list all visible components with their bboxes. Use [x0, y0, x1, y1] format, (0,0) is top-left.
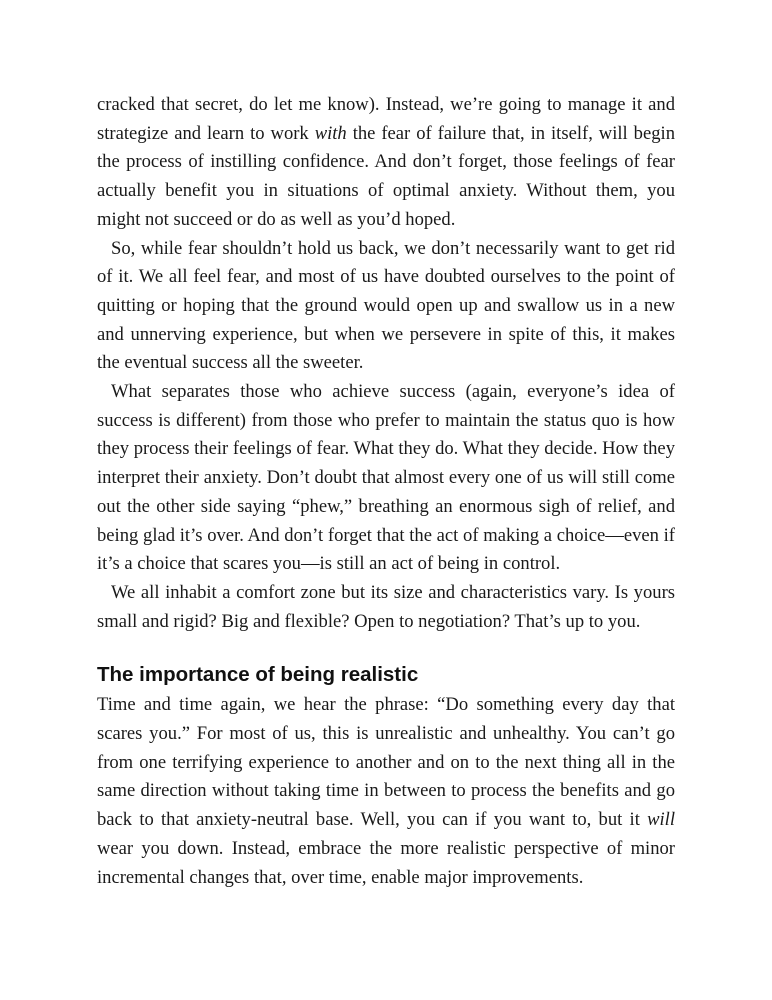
paragraph-5-emphasis: will — [647, 809, 675, 831]
paragraph-2: So, while fear shouldn’t hold us back, we don’t necessarily want to get rid of it. We all feel fear, and most of us have doubted ourselves to the point of quitting or hoping that the ground would open up and swallow us in a new and unnerving experience, but when we persevere in spite of this, it makes the eventual success all the sweeter. — [97, 237, 675, 374]
section-heading: The importance of being realistic — [97, 663, 419, 687]
paragraph-1-text-b: the fear of failure that, in itself, will begin the process of instilling confidence. And don’t forget, those feelings of fear actually benefit you in situations of optimal anxiety. Without them, you might not succeed or do as well as you’d hoped. — [97, 122, 675, 230]
paragraph-1 — [97, 91, 675, 235]
paragraph-3: What separates those who achieve success (again, everyone’s idea of success is different) from those who prefer to maintain the status quo is how they process their feelings of fear. What they do. What they decide. How they interpret their anxiety. Don’t doubt that almost every one of us will still come out the other side saying “phew,” breathing an enormous sigh of relief, and being glad it’s over. And don’t forget that the act of making a choice—even if it’s a choice that scares you—is still an act of being in control. — [97, 381, 675, 575]
paragraph-5-text-a: Time and time again, we hear the phrase: “Do something every day that scares you.” For most of us, this is unrealistic and unhealthy. You can’t go from one terrifying experience to another and on to the next thing all in the same direction without taking time in between to process the benefits and go back to that anxiety-neutral base. Well, you can if you want to, but it — [97, 694, 675, 831]
paragraph-1-text-a: cracked that secret, do let me know). Instead, we’re going to manage it and strategize and learn to work — [97, 94, 675, 144]
paragraph-5-text-b: wear you down. Instead, embrace the more realistic perspective of minor incremental changes that, over time, enable major improvements. — [97, 837, 675, 888]
paragraph-5 — [97, 691, 675, 892]
paragraph-4: We all inhabit a comfort zone but its size and characteristics vary. Is yours small and rigid? Big and flexible? Open to negotiation? That’s up to you. — [97, 581, 675, 632]
page-body — [97, 91, 675, 892]
paragraph-1-emphasis: with — [314, 122, 347, 144]
